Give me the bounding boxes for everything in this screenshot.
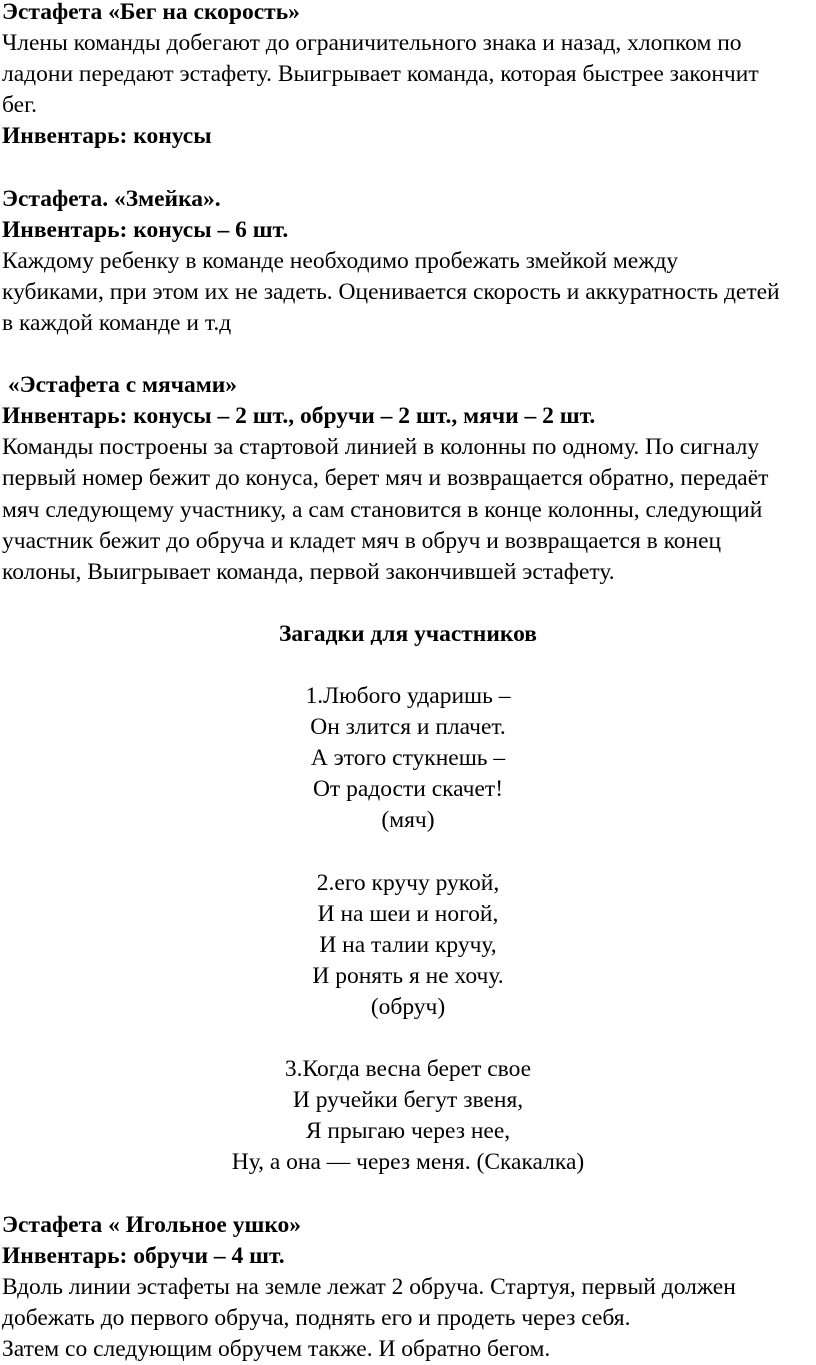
riddle-answer: (мяч) [381, 807, 435, 834]
inventory-line: Инвентарь: конусы – 6 шт. [2, 216, 289, 243]
relay-title-needle-eye: Эстафета « Игольное ушко» [2, 1211, 302, 1238]
riddle-line: Я прыгаю через нее, [305, 1118, 511, 1145]
relay-description-line: добежать до первого обруча, поднять его и продеть через себя. [2, 1304, 631, 1331]
spacer [0, 837, 816, 868]
spacer [0, 588, 816, 619]
spacer [0, 1179, 816, 1210]
relay-description-line: Члены команды добегают до ограничительного знака и назад, хлопком по [2, 30, 742, 57]
relay-description-line: Каждому ребенку в команде необходимо пробежать змейкой между [2, 247, 679, 274]
spacer [0, 339, 816, 370]
relay-description-line: мяч следующему участнику, а сам становится в конце колонны, следующий [2, 496, 763, 523]
relay-description-line: первый номер бежит до конуса, берет мяч и возвращается обратно, передаёт [2, 465, 769, 492]
relay-description-line: кубиками, при этом их не задеть. Оценивается скорость и аккуратность детей [2, 278, 780, 305]
relay-title-speed-run: Эстафета «Бег на скорость» [2, 0, 300, 25]
riddle-line: От радости скачет! [312, 776, 504, 803]
riddle-line-with-answer: Ну, а она — через меня. (Скакалка) [231, 1149, 585, 1176]
spacer [0, 650, 816, 681]
inventory-line: Инвентарь: обручи – 4 шт. [2, 1242, 285, 1269]
spacer [0, 1023, 816, 1054]
relay-description-line: Вдоль линии эстафеты на земле лежат 2 обруча. Стартуя, первый должен [2, 1273, 736, 1300]
riddle-line: И на талии кручу, [319, 931, 497, 958]
relay-title-balls: «Эстафета с мячами» [2, 372, 238, 399]
inventory-line: Инвентарь: конусы – 2 шт., обручи – 2 шт., мячи – 2 шт. [2, 403, 596, 430]
relay-description-line: Команды построены за стартовой линией в колонны по одному. По сигналу [2, 434, 760, 461]
riddle-line: 2.его кручу рукой, [316, 869, 500, 896]
riddles-heading: Загадки для участников [279, 620, 537, 647]
relay-description-line: участник бежит до обруча и кладет мяч в обруч и возвращается в конец [2, 527, 722, 554]
riddle-line: Он злится и плачет. [310, 714, 506, 741]
spacer [0, 152, 816, 183]
riddle-line: И ронять я не хочу. [312, 962, 504, 989]
relay-title-snake: Эстафета. «Змейка». [2, 185, 221, 212]
riddle-line: 3.Когда весна берет свое [284, 1056, 532, 1083]
relay-description-line: в каждой команде и т.д [2, 309, 232, 336]
riddle-line: И на шеи и ногой, [317, 900, 499, 927]
relay-description-line: Затем со следующим обручем также. И обратно бегом. [2, 1336, 551, 1363]
riddle-answer: (обруч) [370, 994, 446, 1020]
inventory-line: Инвентарь: конусы [2, 123, 212, 150]
relay-description-line: колоны, Выигрывает команда, первой закончившей эстафету. [2, 558, 615, 585]
riddle-line: И ручейки бегут звеня, [292, 1087, 524, 1114]
relay-description-line: ладони передают эстафету. Выигрывает команда, которая быстрее закончит [2, 61, 759, 88]
relay-description-line: бег. [2, 92, 37, 119]
riddle-line: А этого стукнешь – [310, 745, 506, 772]
riddle-line: 1.Любого ударишь – [305, 683, 511, 710]
